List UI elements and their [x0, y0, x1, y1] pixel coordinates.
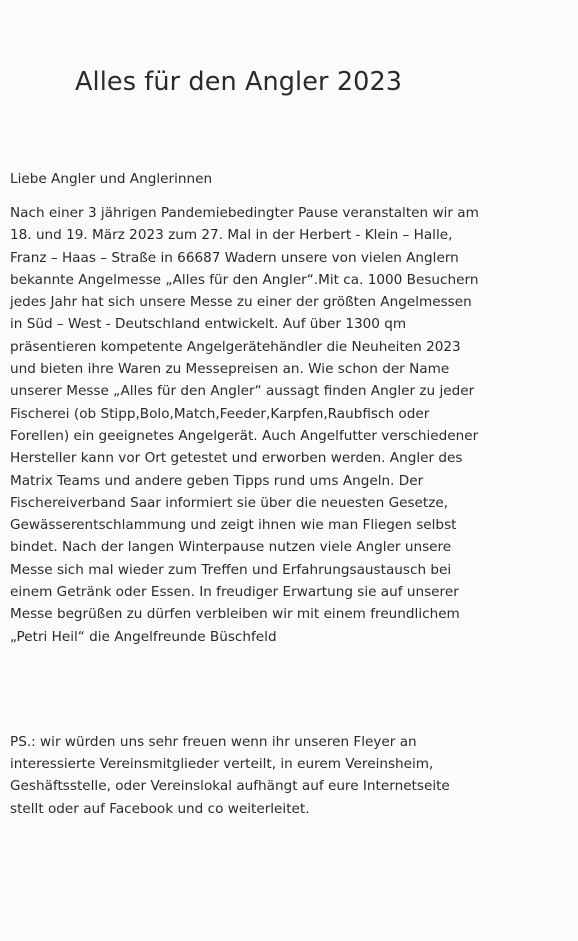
body-line: „Petri Heil“ die Angelfreunde Büschfeld [10, 628, 277, 645]
body-line: präsentieren kompetente Angelgerätehändler die Neuheiten 2023 [10, 338, 461, 355]
body-paragraph [10, 202, 479, 648]
body-line: bindet. Nach der langen Winterpause nutzen viele Angler unsere [10, 539, 452, 556]
greeting: Liebe Angler und Anglerinnen [10, 171, 213, 187]
body-line: 18. und 19. März 2023 zum 27. Mal in der Herbert - Klein – Halle, [10, 227, 453, 244]
body-line: Matrix Teams und andere geben Tipps rund ums Angeln. Der [10, 472, 424, 489]
body-line: Messe sich mal wieder zum Treffen und Erfahrungsaustausch bei [10, 561, 452, 578]
body-line: in Süd – West - Deutschland entwickelt. Auf über 1300 qm [10, 316, 407, 333]
body-line: Forellen) ein geeignetes Angelgerät. Auch Angelfutter verschiedener [10, 427, 479, 444]
body-line: Franz – Haas – Straße in 66687 Wadern unsere von vielen Anglern [10, 249, 459, 266]
postscript-line: interessierte Vereinsmitglieder verteilt, in eurem Vereinsheim, [10, 756, 434, 773]
body-line: unserer Messe „Alles für den Angler“ aussagt finden Angler zu jeder [10, 383, 475, 400]
body-line: einem Getränk oder Essen. In freudiger Erwartung sie auf unserer [10, 584, 459, 601]
postscript-line: PS.: wir würden uns sehr freuen wenn ihr unseren Fleyer an [10, 734, 417, 750]
body-line: Hersteller kann vor Ort getestet und erworben werden. Angler des [10, 450, 463, 467]
document-title: Alles für den Angler 2023 [75, 67, 403, 97]
body-line: Gewässerentschlammung und zeigt ihnen wie man Fliegen selbst [10, 517, 457, 534]
body-line: und bieten ihre Waren zu Messepreisen an. Wie schon der Name [10, 361, 450, 378]
body-line: Nach einer 3 jährigen Pandemiebedingter Pause veranstalten wir am [10, 205, 479, 221]
body-line: bekannte Angelmesse „Alles für den Angler“.Mit ca. 1000 Besuchern [10, 271, 479, 288]
body-line: Fischerei (ob Stipp,Bolo,Match,Feeder,Karpfen,Raubfisch oder [10, 405, 430, 422]
postscript-paragraph [10, 731, 450, 820]
postscript-line: stellt oder auf Facebook und co weiterleitet. [10, 800, 310, 817]
postscript-line: Geshäftsstelle, oder Vereinslokal aufhängt auf eure Internetseite [10, 778, 450, 795]
body-line: jedes Jahr hat sich unsere Messe zu einer der größten Angelmessen [10, 294, 472, 311]
body-line: Fischereiverband Saar informiert sie über die neuesten Gesetze, [10, 494, 449, 511]
body-line: Messe begrüßen zu dürfen verbleiben wir mit einem freundlichem [10, 606, 460, 623]
